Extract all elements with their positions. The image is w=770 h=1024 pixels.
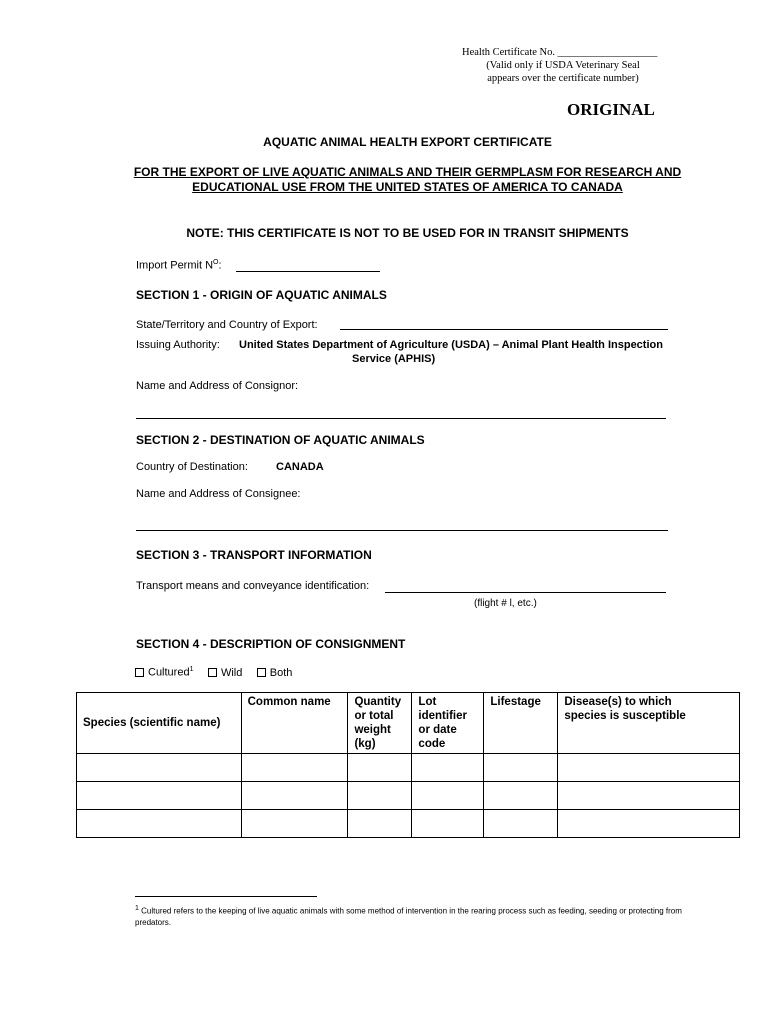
destination-country-label: Country of Destination: (136, 461, 248, 473)
consignor-label: Name and Address of Consignor: (136, 380, 299, 392)
table-cell[interactable] (241, 754, 348, 782)
import-permit-field[interactable] (236, 271, 380, 272)
import-permit-label: Import Permit $N^O$: (136, 259, 222, 272)
table-cell[interactable] (412, 782, 484, 810)
consignor-field[interactable] (136, 418, 666, 419)
consignee-label: Name and Address of Consignee: (136, 488, 301, 500)
section1-title: SECTION 1 - ORIGIN OF AQUATIC ANIMALS (136, 288, 387, 302)
certificate-title: AQUATIC ANIMAL HEALTH EXPORT CERTIFICATE (263, 135, 552, 149)
health-certificate-number: Health Certificate No. ___________________ (462, 47, 658, 58)
table-cell[interactable] (484, 810, 558, 838)
state-country-field[interactable] (340, 329, 668, 330)
wild-checkbox[interactable] (208, 668, 217, 677)
both-option[interactable]: Both (257, 667, 293, 679)
common-name-header: Common name (241, 693, 348, 754)
consignment-type-options (135, 663, 302, 681)
table-cell[interactable] (558, 782, 740, 810)
table-cell[interactable] (348, 754, 412, 782)
table-cell[interactable] (77, 782, 242, 810)
wild-option[interactable]: Wild (208, 667, 242, 679)
certificate-subtitle: FOR THE EXPORT OF LIVE AQUATIC ANIMALS AND THEIR GERMPLASM FOR RESEARCH AND EDUCATIONAL USE FROM THE UNITED STATES OF AMERICA TO CANADA (133, 165, 682, 194)
transport-field[interactable] (385, 592, 666, 593)
cultured-checkbox[interactable] (135, 668, 144, 677)
cultured-option[interactable]: Cultured$^1$ (135, 666, 193, 679)
issuing-authority-value-line2: Service (APHIS) (352, 353, 436, 365)
table-cell[interactable] (241, 810, 348, 838)
table-cell[interactable] (77, 810, 242, 838)
lot-header: Lot identifier or date code (412, 693, 484, 754)
valid-note-line2: appears over the certificate number) (487, 73, 639, 84)
table-row (77, 782, 740, 810)
footnote (135, 903, 695, 928)
species-header: Species (scientific name) (77, 693, 242, 754)
original-stamp: ORIGINAL (567, 100, 655, 119)
table-cell[interactable] (412, 754, 484, 782)
lifestage-header: Lifestage (484, 693, 558, 754)
section4-title: SECTION 4 - DESCRIPTION OF CONSIGNMENT (136, 637, 406, 651)
table-cell[interactable] (348, 782, 412, 810)
table-cell[interactable] (558, 810, 740, 838)
state-country-label: State/Territory and Country of Export: (136, 319, 318, 331)
valid-note-line1: (Valid only if USDA Veterinary Seal (486, 60, 640, 71)
footnote-text: Cultured refers to the keeping of live aquatic animals with some method of intervention in the rearing process such as feeding, seeding or protecting from predators. (135, 906, 682, 927)
table-cell[interactable] (412, 810, 484, 838)
table-cell[interactable] (77, 754, 242, 782)
table-header-row (77, 693, 740, 754)
section3-title: SECTION 3 - TRANSPORT INFORMATION (136, 548, 372, 562)
both-checkbox[interactable] (257, 668, 266, 677)
transport-label: Transport means and conveyance identification: (136, 580, 370, 592)
table-cell[interactable] (348, 810, 412, 838)
table-cell[interactable] (484, 754, 558, 782)
issuing-authority-label: Issuing Authority: (136, 339, 220, 351)
transport-hint: (flight # l, etc.) (474, 598, 537, 609)
consignment-table (76, 692, 740, 838)
destination-country-value: CANADA (276, 461, 324, 473)
footnote-divider (135, 896, 317, 897)
table-cell[interactable] (558, 754, 740, 782)
consignee-field[interactable] (136, 530, 668, 531)
issuing-authority-value-line1: United States Department of Agriculture (USDA) – Animal Plant Health Inspection (239, 339, 663, 351)
health-certificate-header (448, 46, 678, 85)
quantity-header: Quantity or total weight (kg) (348, 693, 412, 754)
table-cell[interactable] (241, 782, 348, 810)
table-row (77, 754, 740, 782)
footnote-marker: 1 (135, 905, 139, 912)
table-cell[interactable] (484, 782, 558, 810)
table-row (77, 810, 740, 838)
section2-title: SECTION 2 - DESTINATION OF AQUATIC ANIMALS (136, 433, 425, 447)
transit-note: NOTE: THIS CERTIFICATE IS NOT TO BE USED FOR IN TRANSIT SHIPMENTS (186, 226, 629, 240)
disease-header: Disease(s) to which species is susceptible (558, 693, 740, 754)
